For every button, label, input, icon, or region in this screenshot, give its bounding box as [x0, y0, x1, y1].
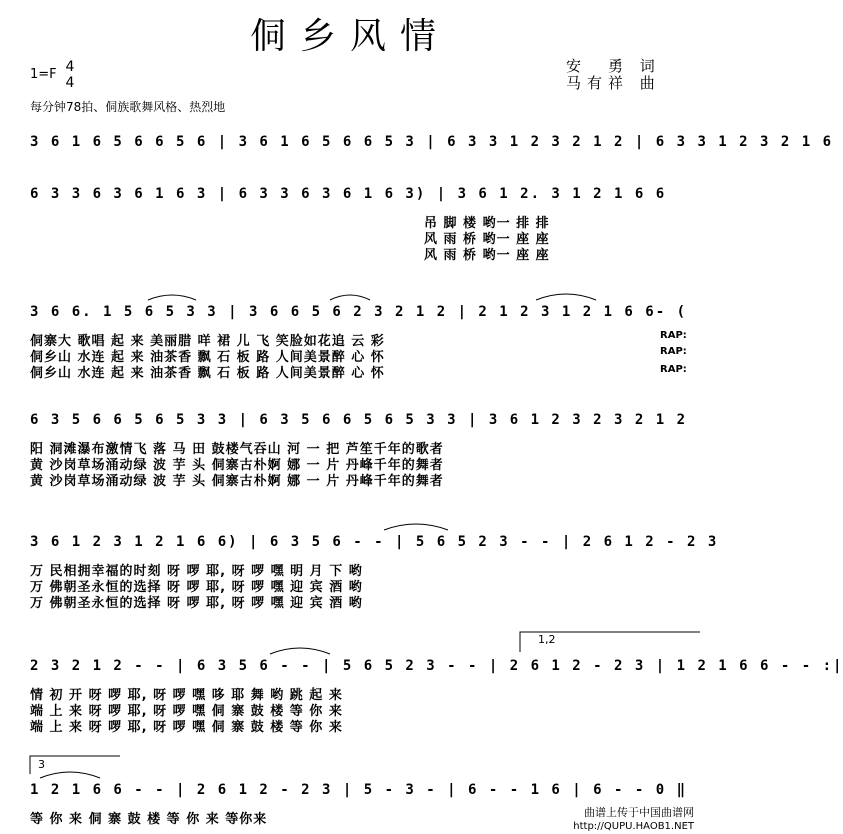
lyric-line-2-verse-1: 吊 脚 楼 哟一 排 排 [424, 216, 550, 231]
notation-line-1: 3 6 1 6 5 6 6 5 6 | 3 6 1 6 5 6 6 5 3 | 6 3 3 1 2 3 2 1 2 | 6 3 3 1 2 3 2 1 6 [30, 134, 834, 150]
lyric-line-4-verse-2: 黄 沙岗草场涌动绿 波 芋 头 侗寨古朴婀 娜 一 片 丹峰千年的舞者 [30, 458, 444, 473]
rap-label-2: RAP: [660, 346, 687, 357]
slur-5 [270, 648, 330, 654]
slur-6 [40, 772, 100, 778]
composer-credit: 马有祥 曲 [566, 74, 661, 92]
volta-3-bracket [30, 756, 120, 774]
slur-1 [148, 295, 196, 300]
watermark-line-1: 曲谱上传于中国曲谱网 [584, 806, 694, 819]
notation-line-2: 6 3 3 6 3 6 1 6 3 | 6 3 3 6 3 6 1 6 3) | 3 6 1 2. 3 1 2 1 6 6 [30, 186, 667, 202]
lyric-line-3-verse-2: 侗乡山 水连 起 来 油茶香 飘 石 板 路 人间美景醉 心 怀 [30, 350, 385, 365]
lyric-line-3-verse-3: 侗乡山 水连 起 来 油茶香 飘 石 板 路 人间美景醉 心 怀 [30, 366, 385, 381]
lyricist-credit: 安 勇 词 [566, 57, 661, 75]
lyric-line-4-verse-3: 黄 沙岗草场涌动绿 波 芋 头 侗寨古朴婀 娜 一 片 丹峰千年的舞者 [30, 474, 444, 489]
rap-label-1: RAP: [660, 330, 687, 341]
lyric-line-5-verse-2: 万 佛朝圣永恒的选择 呀 啰 耶, 呀 啰 嘿 迎 宾 酒 哟 [30, 580, 363, 595]
notation-line-6: 2 3 2 1 2 - - | 6 3 5 6 - - | 5 6 5 2 3 - - | 2 6 1 2 - 2 3 | 1 2 1 6 6 - - :| [30, 658, 843, 674]
song-title: 侗乡风情 [249, 16, 450, 57]
slur-3 [536, 294, 596, 300]
slur-2 [330, 295, 370, 300]
notation-line-7: 1 2 1 6 6 - - | 2 6 1 2 - 2 3 | 5 - 3 - | 6 - - 1 6 | 6 - - 0 ‖ [30, 782, 688, 798]
lyric-line-7: 等 你 来 侗 寨 鼓 楼 等 你 来 等你来 [30, 812, 268, 827]
time-signature-bottom: 4 [65, 75, 75, 91]
notation-line-4: 6 3 5 6 6 5 6 5 3 3 | 6 3 5 6 6 5 6 5 3 3 | 3 6 1 2 3 2 3 2 1 2 [30, 412, 688, 428]
volta-1-2-bracket [520, 632, 700, 652]
tempo-marking: 每分钟78拍、侗族歌舞风格、热烈地 [30, 100, 226, 114]
rap-label-3: RAP: [660, 364, 687, 375]
lyric-line-6-verse-3: 端 上 来 呀 啰 耶, 呀 啰 嘿 侗 寨 鼓 楼 等 你 来 [30, 720, 343, 735]
lyric-line-4-verse-1: 阳 洞滩瀑布激情飞 落 马 田 鼓楼气吞山 河 一 把 芦笙千年的歌者 [30, 442, 444, 457]
key-signature: 1=F [30, 67, 57, 82]
volta-1-2-label: 1,2 [538, 633, 556, 646]
lyric-line-5-verse-1: 万 民相拥幸福的时刻 呀 啰 耶, 呀 啰 嘿 明 月 下 哟 [30, 564, 363, 579]
lyric-line-6-verse-2: 端 上 来 呀 啰 耶, 呀 啰 嘿 侗 寨 鼓 楼 等 你 来 [30, 704, 343, 719]
lyric-line-2-verse-3: 风 雨 桥 哟一 座 座 [424, 248, 550, 263]
lyric-line-5-verse-3: 万 佛朝圣永恒的选择 呀 啰 耶, 呀 啰 嘿 迎 宾 酒 哟 [30, 596, 363, 611]
lyric-line-6-verse-1: 情 初 开 呀 啰 耶, 呀 啰 嘿 哆 耶 舞 哟 跳 起 来 [30, 688, 343, 703]
time-signature-top: 4 [65, 59, 75, 75]
volta-3-label: 3 [38, 758, 45, 771]
notation-line-3: 3 6 6. 1 5 6 5 3 3 | 3 6 6 5 6 2 3 2 1 2 | 2 1 2 3 1 2 1 6 6- ( [30, 304, 688, 320]
lyric-line-3-verse-1: 侗寨大 歌唱 起 来 美丽腊 咩 裙 儿 飞 笑脸如花追 云 彩 [30, 334, 385, 349]
slur-4 [384, 524, 448, 530]
lyric-line-2-verse-2: 风 雨 桥 哟一 座 座 [424, 232, 550, 247]
watermark-line-2: http://QUPU.HAOB1.NET [573, 821, 694, 832]
notation-line-5: 3 6 1 2 3 1 2 1 6 6) | 6 3 5 6 - - | 5 6 5 2 3 - - | 2 6 1 2 - 2 3 [30, 534, 719, 550]
